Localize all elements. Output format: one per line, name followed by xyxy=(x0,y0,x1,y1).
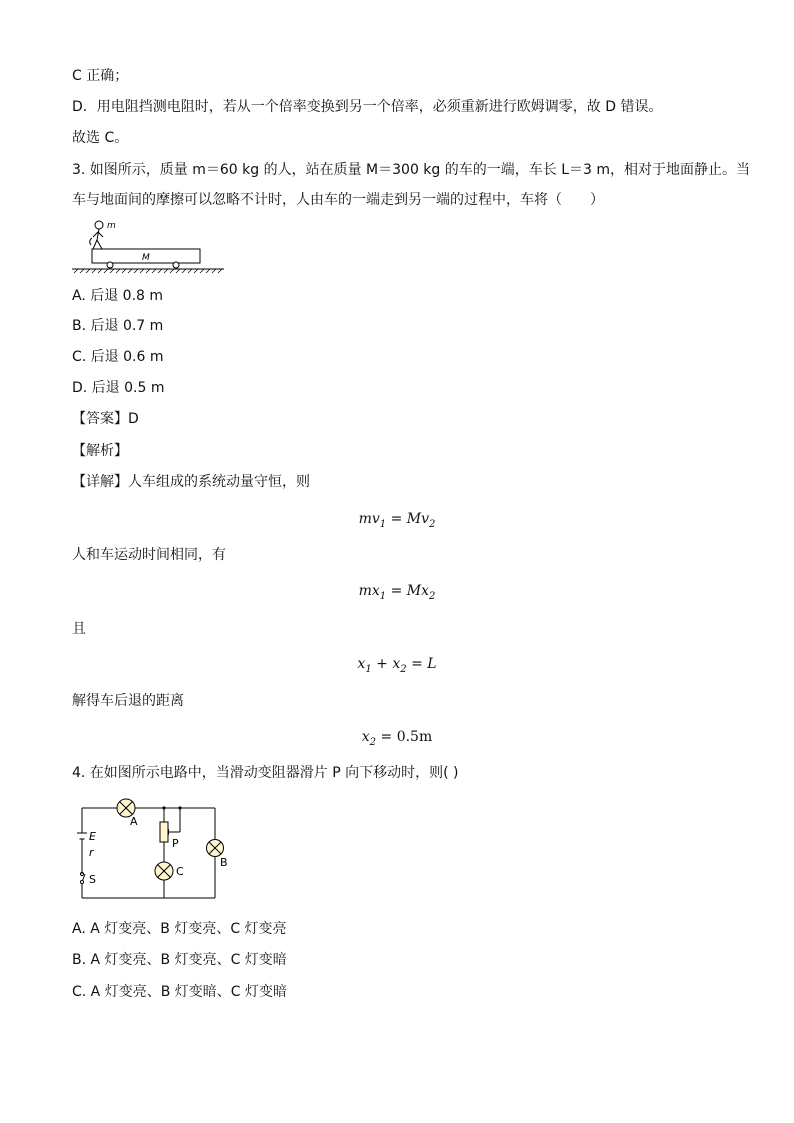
junction-dot xyxy=(178,806,181,809)
equation-momentum: $mv_1 = Mv_2$ xyxy=(358,511,436,530)
label-emf: E xyxy=(89,830,96,843)
lamp-c-icon xyxy=(155,862,173,880)
label-lamp-c: C xyxy=(176,865,184,878)
circuit-wires xyxy=(77,808,215,898)
lamp-b-icon xyxy=(207,840,224,857)
text-d-explanation: D．用电阻挡测电阻时，若从一个倍率变换到另一个倍率，必须重新进行欧姆调零，故 D 错误。 xyxy=(72,99,663,115)
wheel xyxy=(107,262,113,268)
detail-text: 【详解】人车组成的系统动量守恒，则 xyxy=(72,474,310,490)
label-lamp-a: A xyxy=(130,815,138,828)
answer-label: 【答案】D xyxy=(72,411,139,427)
switch-contact xyxy=(80,880,83,883)
q3-stem-line2: 车与地面间的摩擦可以忽略不计时，人由车的一端走到另一端的过程中，车将（ ） xyxy=(72,192,604,208)
q4-option-b: B. A 灯变亮、B 灯变亮、C 灯变暗 xyxy=(72,952,287,968)
label-switch: S xyxy=(89,873,96,886)
q4-option-c: C. A 灯变亮、B 灯变暗、C 灯变暗 xyxy=(72,984,287,1000)
q3-option-c: C. 后退 0.6 m xyxy=(72,349,164,365)
text-choose-c: 故选 C。 xyxy=(72,130,129,146)
analysis-label: 【解析】 xyxy=(72,443,128,459)
circuit-figure xyxy=(70,796,250,904)
label-slider-p: P xyxy=(172,837,179,850)
rheostat xyxy=(160,822,168,842)
label-m: m xyxy=(107,221,116,231)
equation-result: $x_2 = 0.5m$ xyxy=(361,729,433,748)
junction-dot xyxy=(162,806,165,809)
ground-hatch xyxy=(74,269,222,273)
text-and: 且 xyxy=(72,621,86,637)
text-same-time: 人和车运动时间相同，有 xyxy=(72,547,226,563)
text-c-correct: C 正确； xyxy=(72,68,129,84)
q4-stem: 4. 在如图所示电路中，当滑动变阻器滑片 P 向下移动时，则( ) xyxy=(72,765,459,781)
label-M: M xyxy=(142,253,150,263)
q4-option-a: A. A 灯变亮、B 灯变亮、C 灯变亮 xyxy=(72,921,287,937)
q3-option-a: A. 后退 0.8 m xyxy=(72,288,164,304)
q3-option-d: D. 后退 0.5 m xyxy=(72,380,165,396)
cart-figure xyxy=(70,218,230,278)
label-lamp-b: B xyxy=(220,856,228,869)
q3-stem-line1: 3. 如图所示，质量 m＝60 kg 的人，站在质量 M＝300 kg 的车的一端，车长 L＝3 m，相对于地面静止。当 xyxy=(72,162,750,178)
q3-option-b: B. 后退 0.7 m xyxy=(72,318,164,334)
person-icon xyxy=(90,221,103,249)
wheel xyxy=(173,262,179,268)
label-resistance: r xyxy=(89,846,94,859)
equation-length: $x_1 + x_2 = L$ xyxy=(357,656,437,675)
equation-displacement: $mx_1 = Mx_2$ xyxy=(358,583,436,602)
text-solve: 解得车后退的距离 xyxy=(72,693,184,709)
